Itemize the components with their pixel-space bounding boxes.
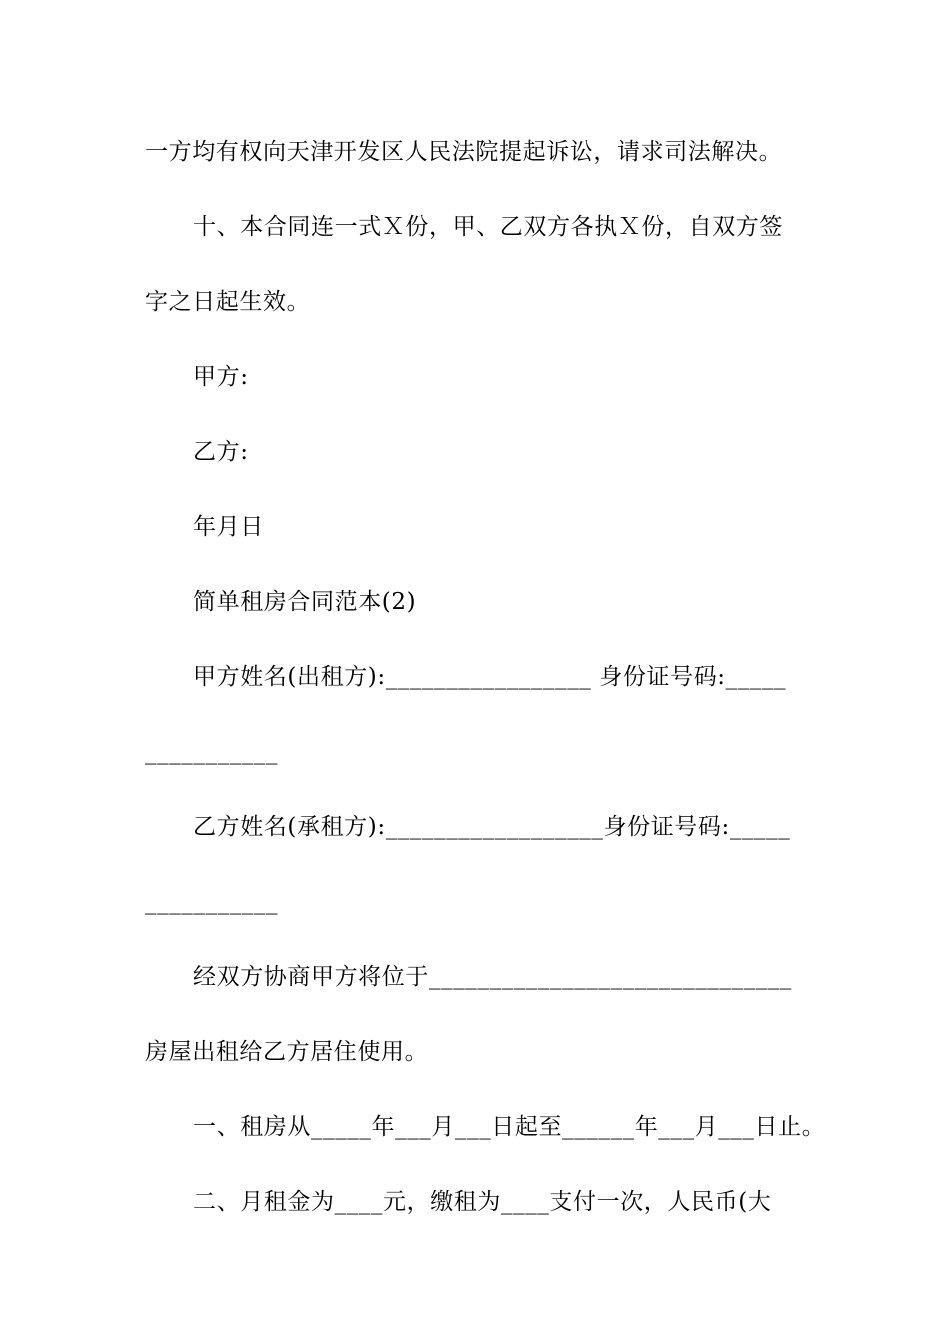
property-location-line: 经双方协商甲方将位于______________________________ [193,964,792,990]
party-a-label: 甲方: [193,364,249,390]
blank-continuation-line: ___________ [145,889,279,915]
lease-term-line: 一、租房从_____年___月___日起至______年___月___日止。 [193,1114,826,1140]
paragraph-line: 字之日起生效。 [145,289,311,315]
party-b-name-id-line: 乙方姓名(承租方):__________________身份证号码:_____ [193,814,791,840]
clause-ten-line: 十、本合同连一式Ｘ份，甲、乙双方各执Ｘ份，自双方签 [193,214,783,240]
party-b-label: 乙方: [193,439,249,465]
rent-amount-line: 二、月租金为____元，缴租为____支付一次，人民币(大 [193,1189,772,1215]
contract-title: 简单租房合同范本(2) [193,589,417,615]
date-label: 年月日 [193,514,264,540]
paragraph-line: 一方均有权向天津开发区人民法院提起诉讼，请求司法解决。 [145,139,783,165]
paragraph-line: 房屋出租给乙方居住使用。 [145,1039,429,1065]
party-a-name-id-line: 甲方姓名(出租方):_________________ 身份证号码:_____ [193,664,787,690]
blank-continuation-line: ___________ [145,739,279,765]
